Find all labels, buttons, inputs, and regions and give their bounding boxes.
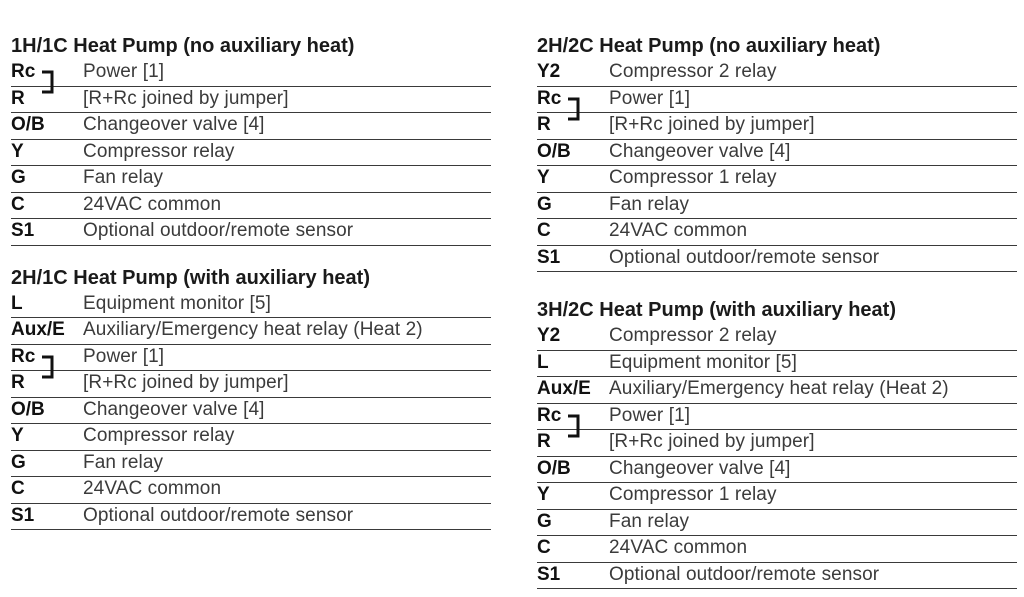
terminal-label: G <box>11 451 26 473</box>
table-row <box>11 292 491 319</box>
table-row <box>537 140 1017 167</box>
terminal-description: Changeover valve [4] <box>609 457 791 479</box>
section-2h1c-heat-pump <box>11 266 491 531</box>
table-row <box>11 60 491 87</box>
terminal-label: Y2 <box>537 325 561 346</box>
section-title: 1H/1C Heat Pump (no auxiliary heat) <box>11 35 355 57</box>
table-row <box>11 219 491 246</box>
terminal-label: O/B <box>11 398 45 420</box>
terminal-description: Power [1] <box>609 87 691 109</box>
terminal-description: Power [1] <box>83 61 165 82</box>
terminal-label: S1 <box>11 220 35 241</box>
table-row <box>11 451 491 478</box>
terminal-description: Fan relay <box>83 451 164 473</box>
terminal-description: Optional outdoor/remote sensor <box>609 563 880 585</box>
table-row <box>537 404 1017 431</box>
wiring-table <box>11 60 491 246</box>
table-row <box>537 219 1017 246</box>
right-column <box>537 34 1017 589</box>
terminal-label: G <box>11 167 26 188</box>
terminal-description: Power [1] <box>609 404 691 426</box>
terminal-description: Fan relay <box>609 193 690 215</box>
terminal-description: 24VAC common <box>609 220 748 241</box>
table-row <box>11 504 491 531</box>
table-row <box>537 536 1017 563</box>
terminal-description: 24VAC common <box>83 193 222 215</box>
table-row <box>537 324 1017 351</box>
section-1h1c-heat-pump <box>11 34 491 246</box>
terminal-description: Compressor 1 relay <box>609 167 777 188</box>
table-row <box>537 60 1017 87</box>
table-row <box>537 377 1017 404</box>
terminal-description: Optional outdoor/remote sensor <box>83 504 354 526</box>
terminal-label: O/B <box>537 457 571 479</box>
terminal-label: S1 <box>537 246 561 268</box>
terminal-description: Changeover valve [4] <box>83 398 265 420</box>
table-row <box>11 398 491 425</box>
terminal-description: Optional outdoor/remote sensor <box>609 246 880 268</box>
terminal-label: O/B <box>537 140 571 162</box>
terminal-label: Rc <box>11 345 36 367</box>
terminal-description: [R+Rc joined by jumper] <box>83 87 289 109</box>
terminal-description: Compressor 2 relay <box>609 61 777 82</box>
terminal-description: Auxiliary/Emergency heat relay (Heat 2) <box>609 378 949 399</box>
terminal-description: Auxiliary/Emergency heat relay (Heat 2) <box>83 319 423 340</box>
table-row <box>537 166 1017 193</box>
terminal-label: C <box>537 220 551 241</box>
terminal-label: C <box>537 537 551 558</box>
terminal-description: Compressor relay <box>83 425 235 446</box>
table-row <box>537 351 1017 378</box>
terminal-label: R <box>11 372 25 393</box>
table-row <box>11 318 491 345</box>
terminal-label: R <box>537 431 551 452</box>
terminal-label: S1 <box>11 504 35 526</box>
terminal-label: Rc <box>11 61 36 82</box>
terminal-description: [R+Rc joined by jumper] <box>609 114 815 135</box>
table-row <box>11 371 491 398</box>
table-row <box>537 87 1017 114</box>
terminal-description: 24VAC common <box>609 537 748 558</box>
wiring-table <box>537 60 1017 272</box>
table-row <box>11 193 491 220</box>
terminal-label: L <box>11 292 23 314</box>
terminal-label: R <box>11 87 25 109</box>
terminal-label: Y <box>537 484 550 505</box>
section-3h2c-heat-pump <box>537 298 1017 589</box>
terminal-label: Y <box>11 425 24 446</box>
terminal-label: S1 <box>537 563 561 585</box>
table-row <box>537 483 1017 510</box>
terminal-label: Y2 <box>537 61 561 82</box>
terminal-description: Compressor relay <box>83 140 235 162</box>
table-row <box>11 166 491 193</box>
table-row <box>11 477 491 504</box>
terminal-description: Equipment monitor [5] <box>83 292 271 314</box>
terminal-description: Fan relay <box>609 510 690 532</box>
terminal-description: Compressor 1 relay <box>609 484 777 505</box>
terminal-label: Aux/E <box>11 319 65 340</box>
terminal-label: Aux/E <box>537 378 591 399</box>
terminal-label: Rc <box>537 404 562 426</box>
section-2h2c-heat-pump <box>537 34 1017 272</box>
terminal-description: Fan relay <box>83 167 164 188</box>
table-row <box>11 424 491 451</box>
terminal-label: Y <box>11 140 24 162</box>
terminal-label: O/B <box>11 114 45 135</box>
table-row <box>537 457 1017 484</box>
table-row <box>537 193 1017 220</box>
terminal-label: Y <box>537 167 550 188</box>
terminal-description: 24VAC common <box>83 478 222 499</box>
table-row <box>11 87 491 114</box>
terminal-description: Changeover valve [4] <box>609 140 791 162</box>
terminal-label: G <box>537 193 552 215</box>
terminal-label: L <box>537 351 549 373</box>
terminal-description: Compressor 2 relay <box>609 325 777 346</box>
terminal-description: Optional outdoor/remote sensor <box>83 220 354 241</box>
terminal-label: G <box>537 510 552 532</box>
table-row <box>11 113 491 140</box>
table-row <box>537 430 1017 457</box>
terminal-description: Equipment monitor [5] <box>609 351 797 373</box>
section-title: 2H/2C Heat Pump (no auxiliary heat) <box>537 35 881 57</box>
table-row <box>537 563 1017 590</box>
terminal-description: Power [1] <box>83 345 165 367</box>
table-row <box>11 345 491 372</box>
terminal-description: [R+Rc joined by jumper] <box>83 372 289 393</box>
wiring-table <box>11 292 491 531</box>
section-title: 3H/2C Heat Pump (with auxiliary heat) <box>537 299 896 321</box>
left-column <box>11 34 491 530</box>
terminal-label: R <box>537 114 551 135</box>
wiring-table <box>537 324 1017 589</box>
terminal-label: C <box>11 193 25 215</box>
table-row <box>537 246 1017 273</box>
terminal-description: Changeover valve [4] <box>83 114 265 135</box>
table-row <box>537 113 1017 140</box>
terminal-label: Rc <box>537 87 562 109</box>
table-row <box>537 510 1017 537</box>
terminal-label: C <box>11 478 25 499</box>
table-row <box>11 140 491 167</box>
terminal-description: [R+Rc joined by jumper] <box>609 431 815 452</box>
section-title: 2H/1C Heat Pump (with auxiliary heat) <box>11 266 370 289</box>
